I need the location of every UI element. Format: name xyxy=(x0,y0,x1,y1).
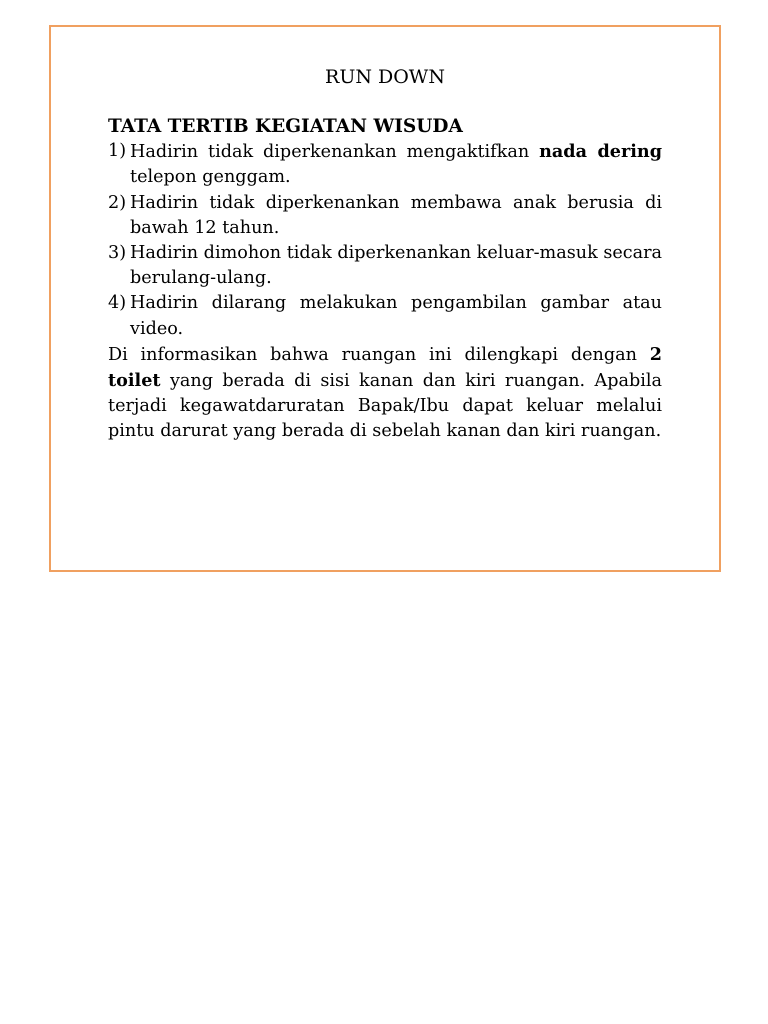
rule-item-4 xyxy=(108,291,662,341)
rule-text: telepon genggam. xyxy=(130,167,291,188)
rule-item-1 xyxy=(108,139,662,190)
rules-list xyxy=(108,139,662,342)
page-title: RUN DOWN xyxy=(325,66,445,88)
rules-heading: TATA TERTIB KEGIATAN WISUDA xyxy=(108,116,463,137)
rule-emphasis: nada dering xyxy=(539,141,663,163)
info-emphasis: 2 toilet xyxy=(108,343,662,392)
rule-number: 2) xyxy=(108,192,127,213)
rule-number: 1) xyxy=(108,141,127,162)
info-paragraph xyxy=(108,342,662,445)
info-text: Di informasikan bahwa ruangan ini dilengkapi dengan xyxy=(108,344,650,365)
document-content xyxy=(108,63,662,445)
rule-item-3 xyxy=(108,241,662,291)
rule-item-2 xyxy=(108,191,662,241)
rule-number: 4) xyxy=(108,293,127,314)
rule-number: 3) xyxy=(108,243,127,264)
info-text: yang berada di sisi kanan dan kiri ruangan. Apabila terjadi kegawatdaruratan Bapak/Ibu dapat keluar melalui pintu darurat yang berada di sebelah kanan dan kiri ruangan. xyxy=(108,371,662,442)
rule-text: Hadirin tidak diperkenankan mengaktifkan xyxy=(130,142,540,163)
rule-text: Hadirin dimohon tidak diperkenankan keluar-masuk secara berulang-ulang. xyxy=(130,243,663,289)
rule-text: Hadirin tidak diperkenankan membawa anak berusia di bawah 12 tahun. xyxy=(130,192,662,238)
document-border xyxy=(49,25,721,572)
rule-text: Hadirin dilarang melakukan pengambilan gambar atau video. xyxy=(130,293,662,339)
